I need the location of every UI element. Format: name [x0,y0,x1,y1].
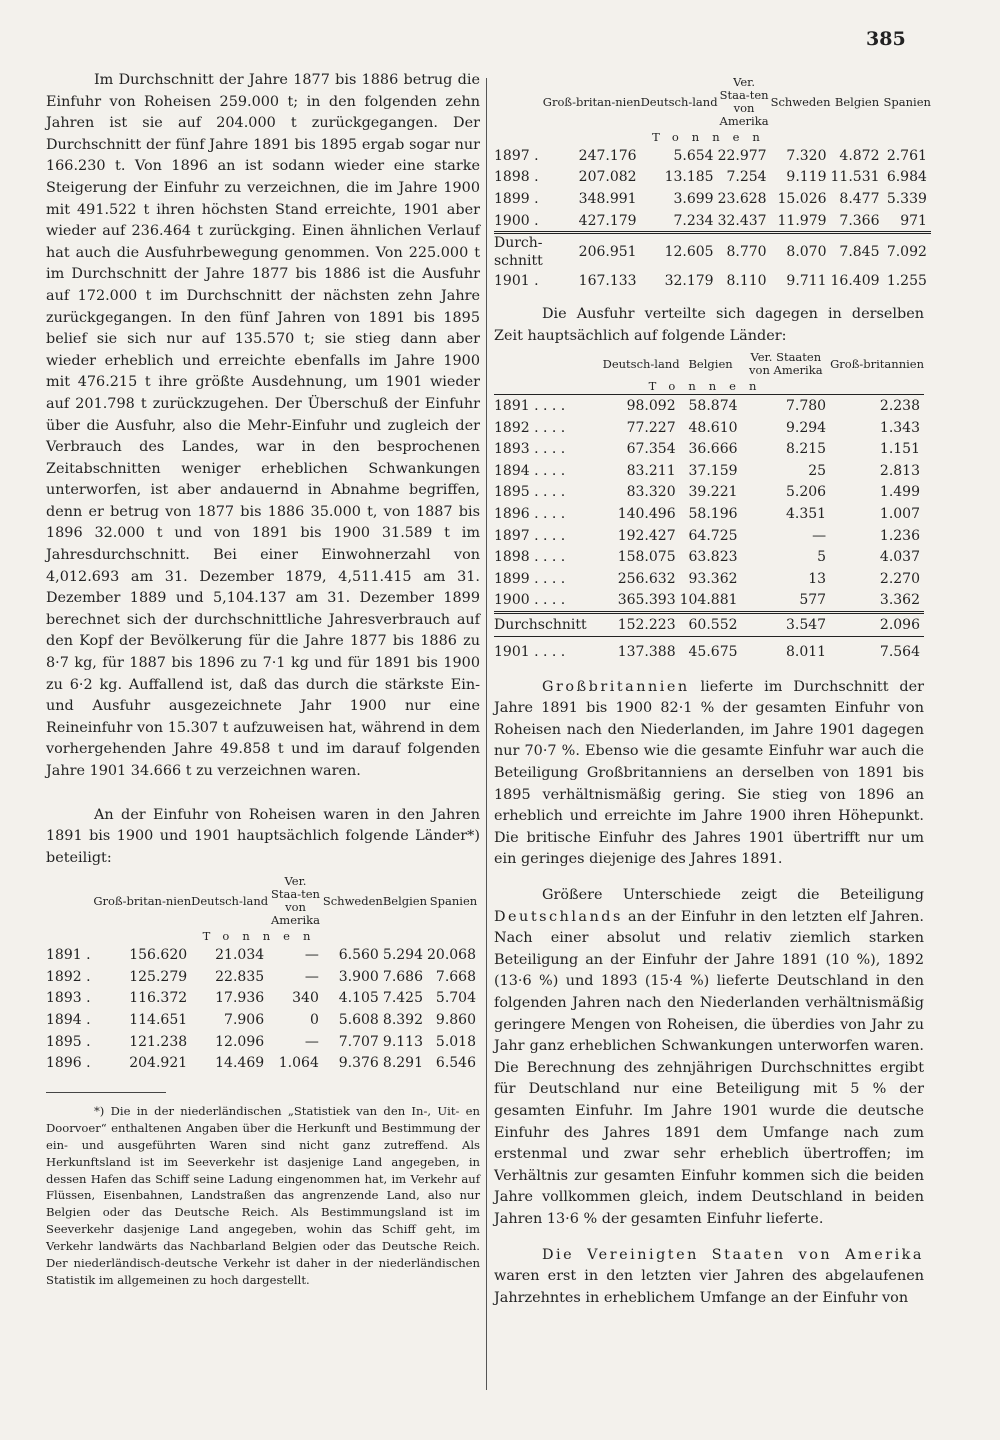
table-cell: 23.628 [717,190,767,207]
table-cell: 9.711 [786,273,827,290]
table-cell: 152.223 [603,613,680,637]
table-cell: 9.860 [435,1011,476,1028]
table-cell: 5.018 [435,1033,476,1050]
table-row [46,966,480,988]
table-cell: 7.320 [786,147,827,164]
table-cell: 2.096 [830,613,924,637]
table-cell: 58.874 [680,395,742,417]
table-cell: 1.343 [879,419,920,436]
table-cell: 2.238 [830,395,924,417]
table-row [494,438,924,460]
table-cell: 140.496 [617,505,676,522]
col-header-es: Spanien [429,893,478,908]
table-cell: 4.037 [879,549,920,566]
table-cell: 121.238 [129,1033,188,1050]
table-row [46,1031,480,1053]
unit-label: Tonnen [652,129,773,144]
unit-label: Tonnen [648,378,770,393]
row-label: 1899 . . . . [494,570,566,587]
row-label: 1897 . . . . [494,527,566,544]
col-header-be: Belgien [688,356,733,371]
table-cell: 58.196 [688,505,738,522]
emphasis-usa: Die Vereinigten Staaten von Amerika [542,1246,924,1263]
table-cell: 7.845 [831,233,884,271]
row-label: 1896 . . . . [494,505,566,522]
col-header-de: Deutsch-land [640,94,718,109]
table-row [494,503,924,525]
table-cell: 8.477 [839,190,880,207]
table-cell: 60.552 [680,613,742,637]
table-cell: 14.469 [215,1055,265,1072]
table-cell: 13.185 [664,169,714,186]
table-row [46,944,480,966]
table-cell: 114.651 [129,1011,188,1028]
table-row [46,1052,480,1074]
table-cell: 7.564 [830,636,924,667]
table-cell: 340 [292,990,319,1007]
table-cell: 22.977 [717,147,767,164]
table-cell: 7.425 [382,990,423,1007]
table-cell: 7.707 [338,1033,379,1050]
table-cell: 7.668 [435,968,476,985]
table-cell: 4.351 [786,505,827,522]
export-table [494,351,924,667]
col-header-be: Belgien [382,893,427,908]
table-cell: 8.291 [382,1055,423,1072]
table-cell: 7.254 [726,169,767,186]
paragraph-great-britain [494,677,924,871]
import-table-part2 [494,76,931,292]
table-cell: 67.354 [626,441,676,458]
table-cell: 5.704 [435,990,476,1007]
table-cell: — [304,947,319,964]
table-cell: 63.823 [688,549,738,566]
column-divider [486,78,487,1390]
row-label: 1892 . . . . [494,419,566,436]
table-cell: 7.906 [224,1011,265,1028]
table-cell: 427.179 [578,212,637,229]
row-label: 1900 . . . . [494,592,566,609]
table-row [494,460,924,482]
table-cell: 22.835 [215,968,265,985]
col-header-gb: Groß-britannien [830,356,924,371]
table-cell: 158.075 [617,549,676,566]
table-cell: 1.007 [879,505,920,522]
table-cell: 2.270 [879,570,920,587]
table-cell: 104.881 [679,592,738,609]
table-cell: 25 [808,462,827,479]
table-cell: 5.654 [673,147,714,164]
table-cell: 3.547 [742,613,831,637]
row-label: Durchschnitt [494,613,603,637]
table-cell: 9.113 [382,1033,423,1050]
table-cell: 98.092 [603,395,680,417]
row-label: 1893 . . . . [494,441,566,458]
table-row [494,546,924,568]
table-cell: 9.294 [786,419,827,436]
page-number: 385 [866,28,906,50]
table-row [494,590,924,613]
table-row [494,233,931,271]
row-label: 1898 . [494,169,539,186]
row-label: 1898 . . . . [494,549,566,566]
paragraph-text: Größere Unterschiede zeigt die Beteiligung [542,887,924,904]
table-header-row [494,76,931,128]
table-cell: 13 [808,570,827,587]
paragraph-germany [494,885,924,1231]
row-label: 1895 . [46,1033,91,1050]
table-cell: 6.984 [886,169,927,186]
table-cell: 9.376 [338,1055,379,1072]
table-cell: 125.279 [129,968,188,985]
table-row [494,210,931,233]
emphasis-great-britain: Großbritannien [542,678,690,695]
table-cell: 11.979 [777,212,827,229]
table-row [494,525,924,547]
table-cell: — [304,1033,319,1050]
table-cell: 3.699 [673,190,714,207]
row-label: 1901 . . . . [494,636,603,667]
table-row [494,636,924,667]
table-cell: 365.393 [617,592,676,609]
table-cell: 3.900 [338,968,379,985]
col-header-gb: Groß-britan-nien [93,893,192,908]
paragraph-text: waren erst in den letzten vier Jahren des abgelaufenen Jahrzehntes in erheblichem Umfange an der Einfuhr von [494,1268,924,1306]
table-cell: 5 [817,549,827,566]
table-row [494,417,924,439]
row-label: 1900 . [494,212,539,229]
paragraph-text: an der Einfuhr in den letzten elf Jahren. Nach einer absolut und relativ ziemlich starken Beteiligung an der Einfuhr der Jahre 1891 (10 %), 1892 (13·6 %) und 1893 (15·4 %) lieferte Deutschland in den folgenden Jahren nach den Niederlanden verhältnismäßig geringere Mengen von Roheisen, die überdies von Jahr zu Jahr ganz erheblichen Schwankungen unterworfen waren. Die Berechnung des zehnjährigen Durchschnittes ergibt für Deutschland nur eine Beteiligung mit 5 % der gesamten Einfuhr. Im Jahre 1901 wurde die deutsche Einfuhr des Jahres 1891 dem Umfange nach zum erstenmal und zwar sehr erheblich übertroffen; im Verhältnis zur gesamten Einfuhr kommen sich die beiden Jahre vollkommen gleich, indem Deutschland in beiden Jahren 13·6 % der gesamten Einfuhr lieferte. [494,908,924,1227]
table-cell: 8.770 [718,233,771,271]
table-cell: 16.409 [830,273,880,290]
table-cell: 7.780 [742,395,831,417]
table-cell: 1.151 [879,441,920,458]
table-cell: 207.082 [578,169,637,186]
paragraph-export-intro: Die Ausfuhr verteilte sich dagegen in derselben Zeit hauptsächlich auf folgende Länder: [494,305,924,344]
table-cell: — [812,527,827,544]
table-cell: 15.026 [777,190,827,207]
table-row [46,1009,480,1031]
table-cell: 8.011 [742,636,831,667]
table-cell: 7.366 [839,212,880,229]
table-cell: 5.339 [886,190,927,207]
row-label: 1892 . [46,968,91,985]
table-row [494,482,924,504]
table-header-row [494,351,924,377]
paragraph-import-countries: An der Einfuhr von Roheisen waren in den Jahren 1891 bis 1900 und 1901 hauptsächlich folgende Länder*) beteiligt: [46,806,480,866]
table-cell: 12.605 [641,233,718,271]
table-cell: 12.096 [215,1033,265,1050]
table-cell: 83.320 [626,484,676,501]
table-cell: 2.813 [879,462,920,479]
row-label: 1891 . [46,947,91,964]
table-cell: 1.499 [879,484,920,501]
table-cell: 256.632 [617,570,676,587]
table-cell: 4.872 [839,147,880,164]
paragraph-import-overview: Im Durchschnitt der Jahre 1877 bis 1886 betrug die Einfuhr von Roheisen 259.000 t; in den folgenden zehn Jahren ist sie auf 204.000 t zurückgegangen. Der Durchschnitt der fünf Jahre 1891 bis 1895 ergab sogar nur 166.230 t. Von 1896 an ist sodann wieder eine starke Steigerung der Einfuhr zu verzeichnen, die im Jahre 1900 mit 491.522 t ihren höchsten Stand erreichte, 1901 aber wieder auf 236.464 t zurückging. Einen ähnlichen Verlauf hat auch die Ausfuhrbewegung genommen. Von 225.000 t im Durchschnitt der Jahre 1877 bis 1886 ist die Ausfuhr auf 172.000 t im Durchschnitt der nächsten zehn Jahre zurückgegangen. In den fünf Jahren von 1891 bis 1895 belief sie sich nur auf 135.570 t; sie stieg dann aber wieder erheblich und erreichte ebenfalls im Jahre 1900 mit 476.215 t ihre größte Ausdehnung, um 1901 wieder auf 201.798 t zurückzugehen. Der Überschuß der Einfuhr über die Ausfuhr, also die Mehr-Einfuhr und zugleich der Verbrauch des Landes, war in den besprochenen Zeitabschnitten weniger erheblichen Schwankungen unterworfen, ist aber andauernd in Abnahme begriffen, denn er betrug von 1877 bis 1886 35.000 t, von 1887 bis 1896 32.000 t und von 1891 bis 1900 31.589 t im Jahresdurchschnitt. Bei einer Einwohnerzahl von 4,012.693 am 31. Dezember 1879, 4,511.415 am 31. Dezember 1889 und 5,104.137 am 31. Dezember 1899 berechnet sich der durchschnittliche Jahresverbrauch auf den Kopf der Bevölkerung für die Jahre 1877 bis 1886 zu 8·7 kg, für 1887 bis 1896 zu 7·1 kg und für 1891 bis 1900 zu 6·2 kg. Auffallend ist, daß das durch die stärkste Ein- und Ausfuhr ausgezeichnete Jahr 1900 nur eine Reineinfuhr von 15.307 t aufzuweisen hat, während in dem vorhergehenden Jahre 49.858 t und im darauf folgenden Jahre 1901 34.666 t zu verzeichnen waren. [46,72,480,779]
row-label: 1891 . . . . [494,395,603,417]
table-header-row [46,875,480,927]
table-cell: 6.546 [435,1055,476,1072]
table-cell: 20.068 [427,947,476,964]
table-cell: 83.211 [626,462,676,479]
table-cell: 8.215 [786,441,827,458]
table-cell: 77.227 [626,419,676,436]
table-cell: 17.936 [215,990,265,1007]
col-header-se: Schweden [322,893,383,908]
table-cell: 116.372 [129,990,188,1007]
table-cell: 37.159 [688,462,738,479]
table-cell: 204.921 [129,1055,188,1072]
col-header-us: Ver. Staa-ten von Amerika [719,75,769,128]
table-cell: 2.761 [886,147,927,164]
col-header-gb: Groß-britan-nien [542,94,641,109]
table-cell: 5.206 [786,484,827,501]
table-cell: 971 [900,212,927,229]
table-cell: 4.105 [338,990,379,1007]
table-cell: 247.176 [578,147,637,164]
table-row [494,145,931,167]
table-cell: 1.236 [879,527,920,544]
table-row [494,188,931,210]
col-header-be: Belgien [834,94,880,109]
row-label: 1895 . . . . [494,484,566,501]
table-cell: 93.362 [688,570,738,587]
emphasis-germany: Deutschlands [494,908,623,925]
paragraph-text: lieferte im Durchschnitt der Jahre 1891 bis 1900 82·1 % der gesamten Einfuhr von Roheisen nach den Niederlanden, im Jahre 1901 dagegen nur 70·7 %. Ebenso wie die gesamte Einfuhr war auch die Beteiligung Großbritanniens an derselben von 1891 bis 1895 verhältnismäßig gering. Sie stieg von 1896 an erheblich und erreichte im Jahre 1900 ihren Höhepunkt. Die britische Einfuhr des Jahres 1901 übertrifft nur um ein geringes diejenige des Jahres 1891. [494,678,924,868]
table-cell: 0 [309,1011,319,1028]
table-cell: 577 [799,592,827,609]
table-cell: 32.437 [717,212,767,229]
table-cell: 9.119 [786,169,827,186]
row-label: Durch-schnitt [494,233,543,271]
table-cell: 36.666 [688,441,738,458]
row-label: 1893 . [46,990,91,1007]
table-cell: 3.362 [879,592,920,609]
table-cell: 156.620 [129,947,188,964]
col-header-us: Ver. Staaten von Amerika [749,350,823,378]
table-cell: 8.110 [726,273,767,290]
row-label: 1897 . [494,147,539,164]
table-cell: 192.427 [617,527,676,544]
table-cell: 11.531 [830,169,880,186]
table-cell: 6.560 [338,947,379,964]
table-cell: 7.234 [673,212,714,229]
table-cell: 45.675 [680,636,742,667]
table-cell: 8.070 [771,233,831,271]
table-cell: 7.092 [884,233,931,271]
table-row [494,167,931,189]
table-cell: 5.294 [382,947,423,964]
table-cell: 7.686 [382,968,423,985]
left-column [46,70,480,1289]
table-row [494,270,931,292]
table-cell: 48.610 [688,419,738,436]
table-row [494,613,924,637]
footnote-rule [46,1092,166,1093]
import-table-part1 [46,875,480,1074]
paragraph-usa [494,1245,924,1310]
col-header-de: Deutsch-land [191,893,269,908]
table-row [46,988,480,1010]
row-label: 1901 . [494,273,539,290]
row-label: 1894 . . . . [494,462,566,479]
table-cell: 206.951 [543,233,641,271]
row-label: 1894 . [46,1011,91,1028]
col-header-se: Schweden [770,94,831,109]
table-cell: 348.991 [578,190,637,207]
table-cell: 32.179 [664,273,714,290]
table-cell: 1.255 [886,273,927,290]
table-row [494,395,924,417]
table-cell: 8.392 [382,1011,423,1028]
table-cell: 21.034 [215,947,265,964]
row-label: 1899 . [494,190,539,207]
footnote: *) Die in der niederländischen „Statistiek van den In-, Uit- en Doorvoer“ enthaltenen Angaben über die Herkunft und Bestimmung der ein- und ausgeführten Waren sind nicht ganz zutreffend. Als Herkunftsland ist im Seeverkehr ist dasjenige Land angegeben, in dessen Hafen das Schiff seine Ladung eingenommen hat, im Verkehr auf Flüssen, Eisenbahnen, Landstraßen das angrenzende Land, also nur Belgien oder das Deutsche Reich. Als Bestimmungsland ist im Seeverkehr dasjenige Land angegeben, wohin das Schiff geht, im Verkehr landwärts das Nachbarland Belgien oder das Deutsche Reich. Der niederländisch-deutsche Verkehr ist daher in der niederländischen Statistik im allgemeinen zu hoch dargestellt. [46,1103,480,1287]
unit-label: Tonnen [202,928,324,943]
table-cell: 64.725 [688,527,738,544]
col-header-us: Ver. Staa-ten von Amerika [270,874,320,928]
table-cell: 137.388 [603,636,680,667]
row-label: 1896 . [46,1055,91,1072]
table-cell: 39.221 [688,484,738,501]
right-column [494,75,931,1309]
table-cell: 167.133 [578,273,637,290]
table-cell: 5.608 [338,1011,379,1028]
table-cell: — [304,968,319,985]
table-row [494,568,924,590]
table-cell: 1.064 [278,1055,319,1072]
col-header-de: Deutsch-land [602,356,680,371]
col-header-es: Spanien [883,94,931,109]
